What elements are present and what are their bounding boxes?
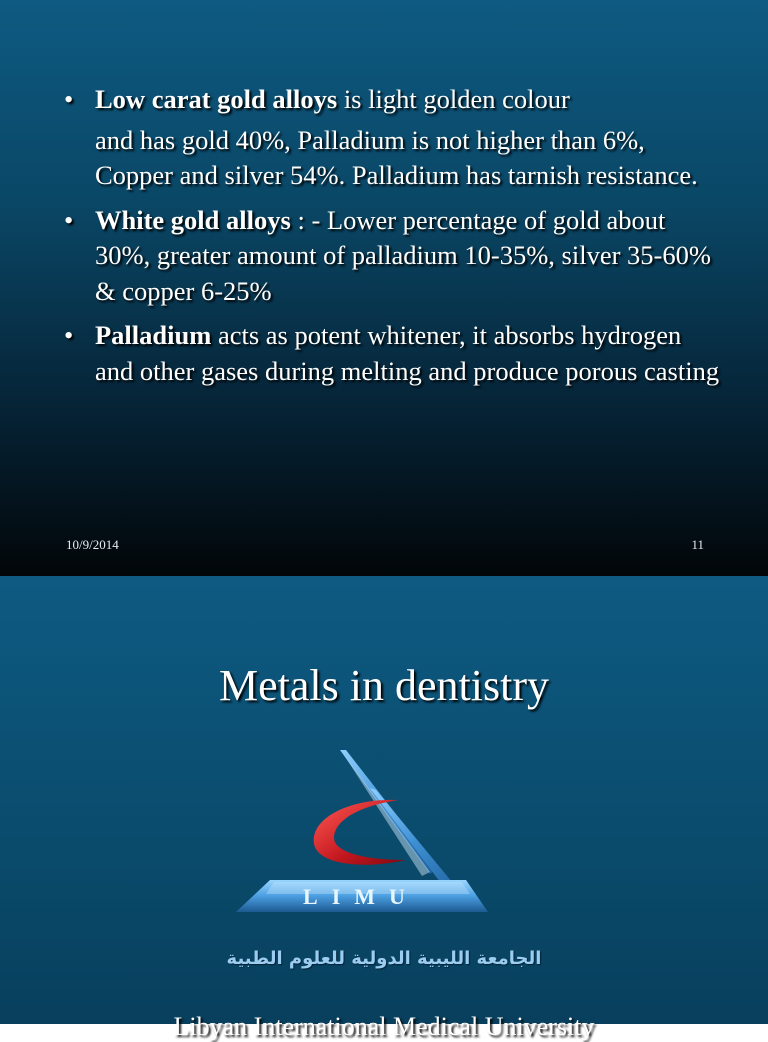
bullet-term: White gold alloys xyxy=(95,204,291,235)
university-name: Libyan International Medical University xyxy=(173,1012,595,1041)
bullet-text: and has gold 40%, Palladium is not higher than 6%, Copper and silver 54%. Palladium has tarnish resistance. xyxy=(95,124,698,190)
bullet-marker: • xyxy=(64,204,74,235)
page-number: 11 xyxy=(691,537,704,552)
slide-title xyxy=(0,576,768,1041)
logo-text: LIMU xyxy=(303,884,419,909)
bullet-marker: • xyxy=(64,84,74,114)
arabic-university-name: الجامعة الليبية الدولية للعلوم الطبية xyxy=(226,948,542,969)
bullet-term: Low carat gold alloys xyxy=(95,84,338,114)
bullet-item-low-carat xyxy=(64,82,724,194)
bullet-item-white-gold xyxy=(64,203,724,310)
bullet-text: is light golden colour xyxy=(337,84,570,114)
slide-title-text: Metals in dentistry xyxy=(219,661,549,710)
bullet-marker: • xyxy=(64,320,74,350)
bullet-item-palladium xyxy=(64,318,724,389)
bullet-text: acts as potent whitener, it absorbs hydrogen and other gases during melting and produce porous casting xyxy=(95,320,720,386)
bullet-list xyxy=(64,82,724,398)
limu-logo xyxy=(230,748,500,948)
bullet-text: : - Lower percentage of gold about 30%, greater amount of palladium 10-35%, silver 35-60% & copper 6-25% xyxy=(95,204,711,306)
footer-date: 10/9/2014 xyxy=(66,537,119,552)
bullet-term: Palladium xyxy=(95,320,212,350)
